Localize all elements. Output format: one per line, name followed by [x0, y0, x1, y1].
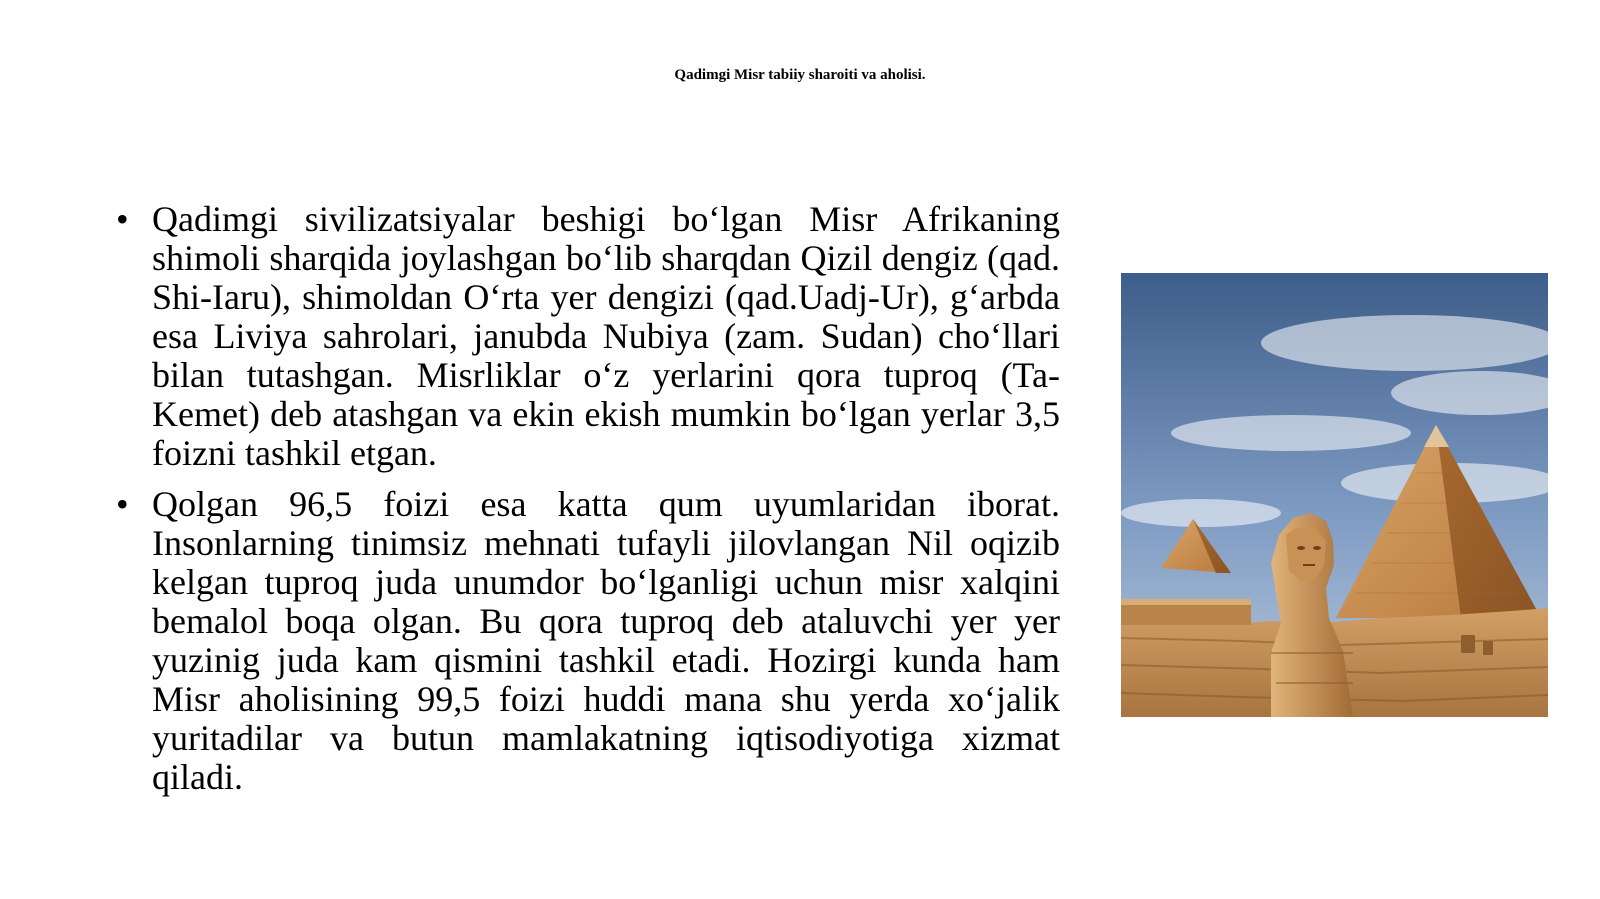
- sphinx-pyramids-illustration: [1121, 273, 1548, 717]
- bullet-text: Qolgan 96,5 foizi esa katta qum uyumlaridan iborat. Insonlarning tinimsiz mehnati tufayli jilovlangan Nil oqizib kelgan tuproq juda unumdor bo‘lganligi uchun misr xalqini bemalol boqa olgan. Bu qora tuproq deb ataluvchi yer yer yuzinig juda kam qismini tashkil etadi. Hozirgi kunda ham Misr aholisining 99,5 foizi huddi mana shu yerda xo‘jalik yuritadilar va butun mamlakatning iqtisodiyotiga xizmat qiladi.: [152, 484, 1060, 797]
- temple-wall: [1121, 603, 1251, 625]
- ruin-block: [1483, 641, 1493, 655]
- bullet-item: [112, 200, 1060, 473]
- slide-body: [112, 200, 1060, 809]
- slide-title: Qadimgi Misr tabiiy sharoiti va aholisi.: [674, 67, 926, 83]
- ruin-block: [1461, 635, 1475, 653]
- sphinx-pyramids-image: [1121, 273, 1548, 717]
- bullet-marker: •: [116, 484, 129, 524]
- bullet-text: Qadimgi sivilizatsiyalar beshigi bo‘lgan Misr Afrikaning shimoli sharqida joylashgan bo‘lib sharqdan Qizil dengiz (qad. Shi-Iaru), shimoldan O‘rta yer dengizi (qad.Uadj-Ur), g‘arbda esa Liviya sahrolari, janubda Nubiya (zam. Sudan) cho‘llari bilan tutashgan. Misrliklar o‘z yerlarini qora tuproq (Ta-Kemet) deb atashgan va ekin ekish mumkin bo‘lgan yerlar 3,5 foizni tashkil etgan.: [152, 199, 1060, 473]
- bullet-item: [112, 485, 1060, 797]
- bullet-marker: •: [116, 199, 129, 239]
